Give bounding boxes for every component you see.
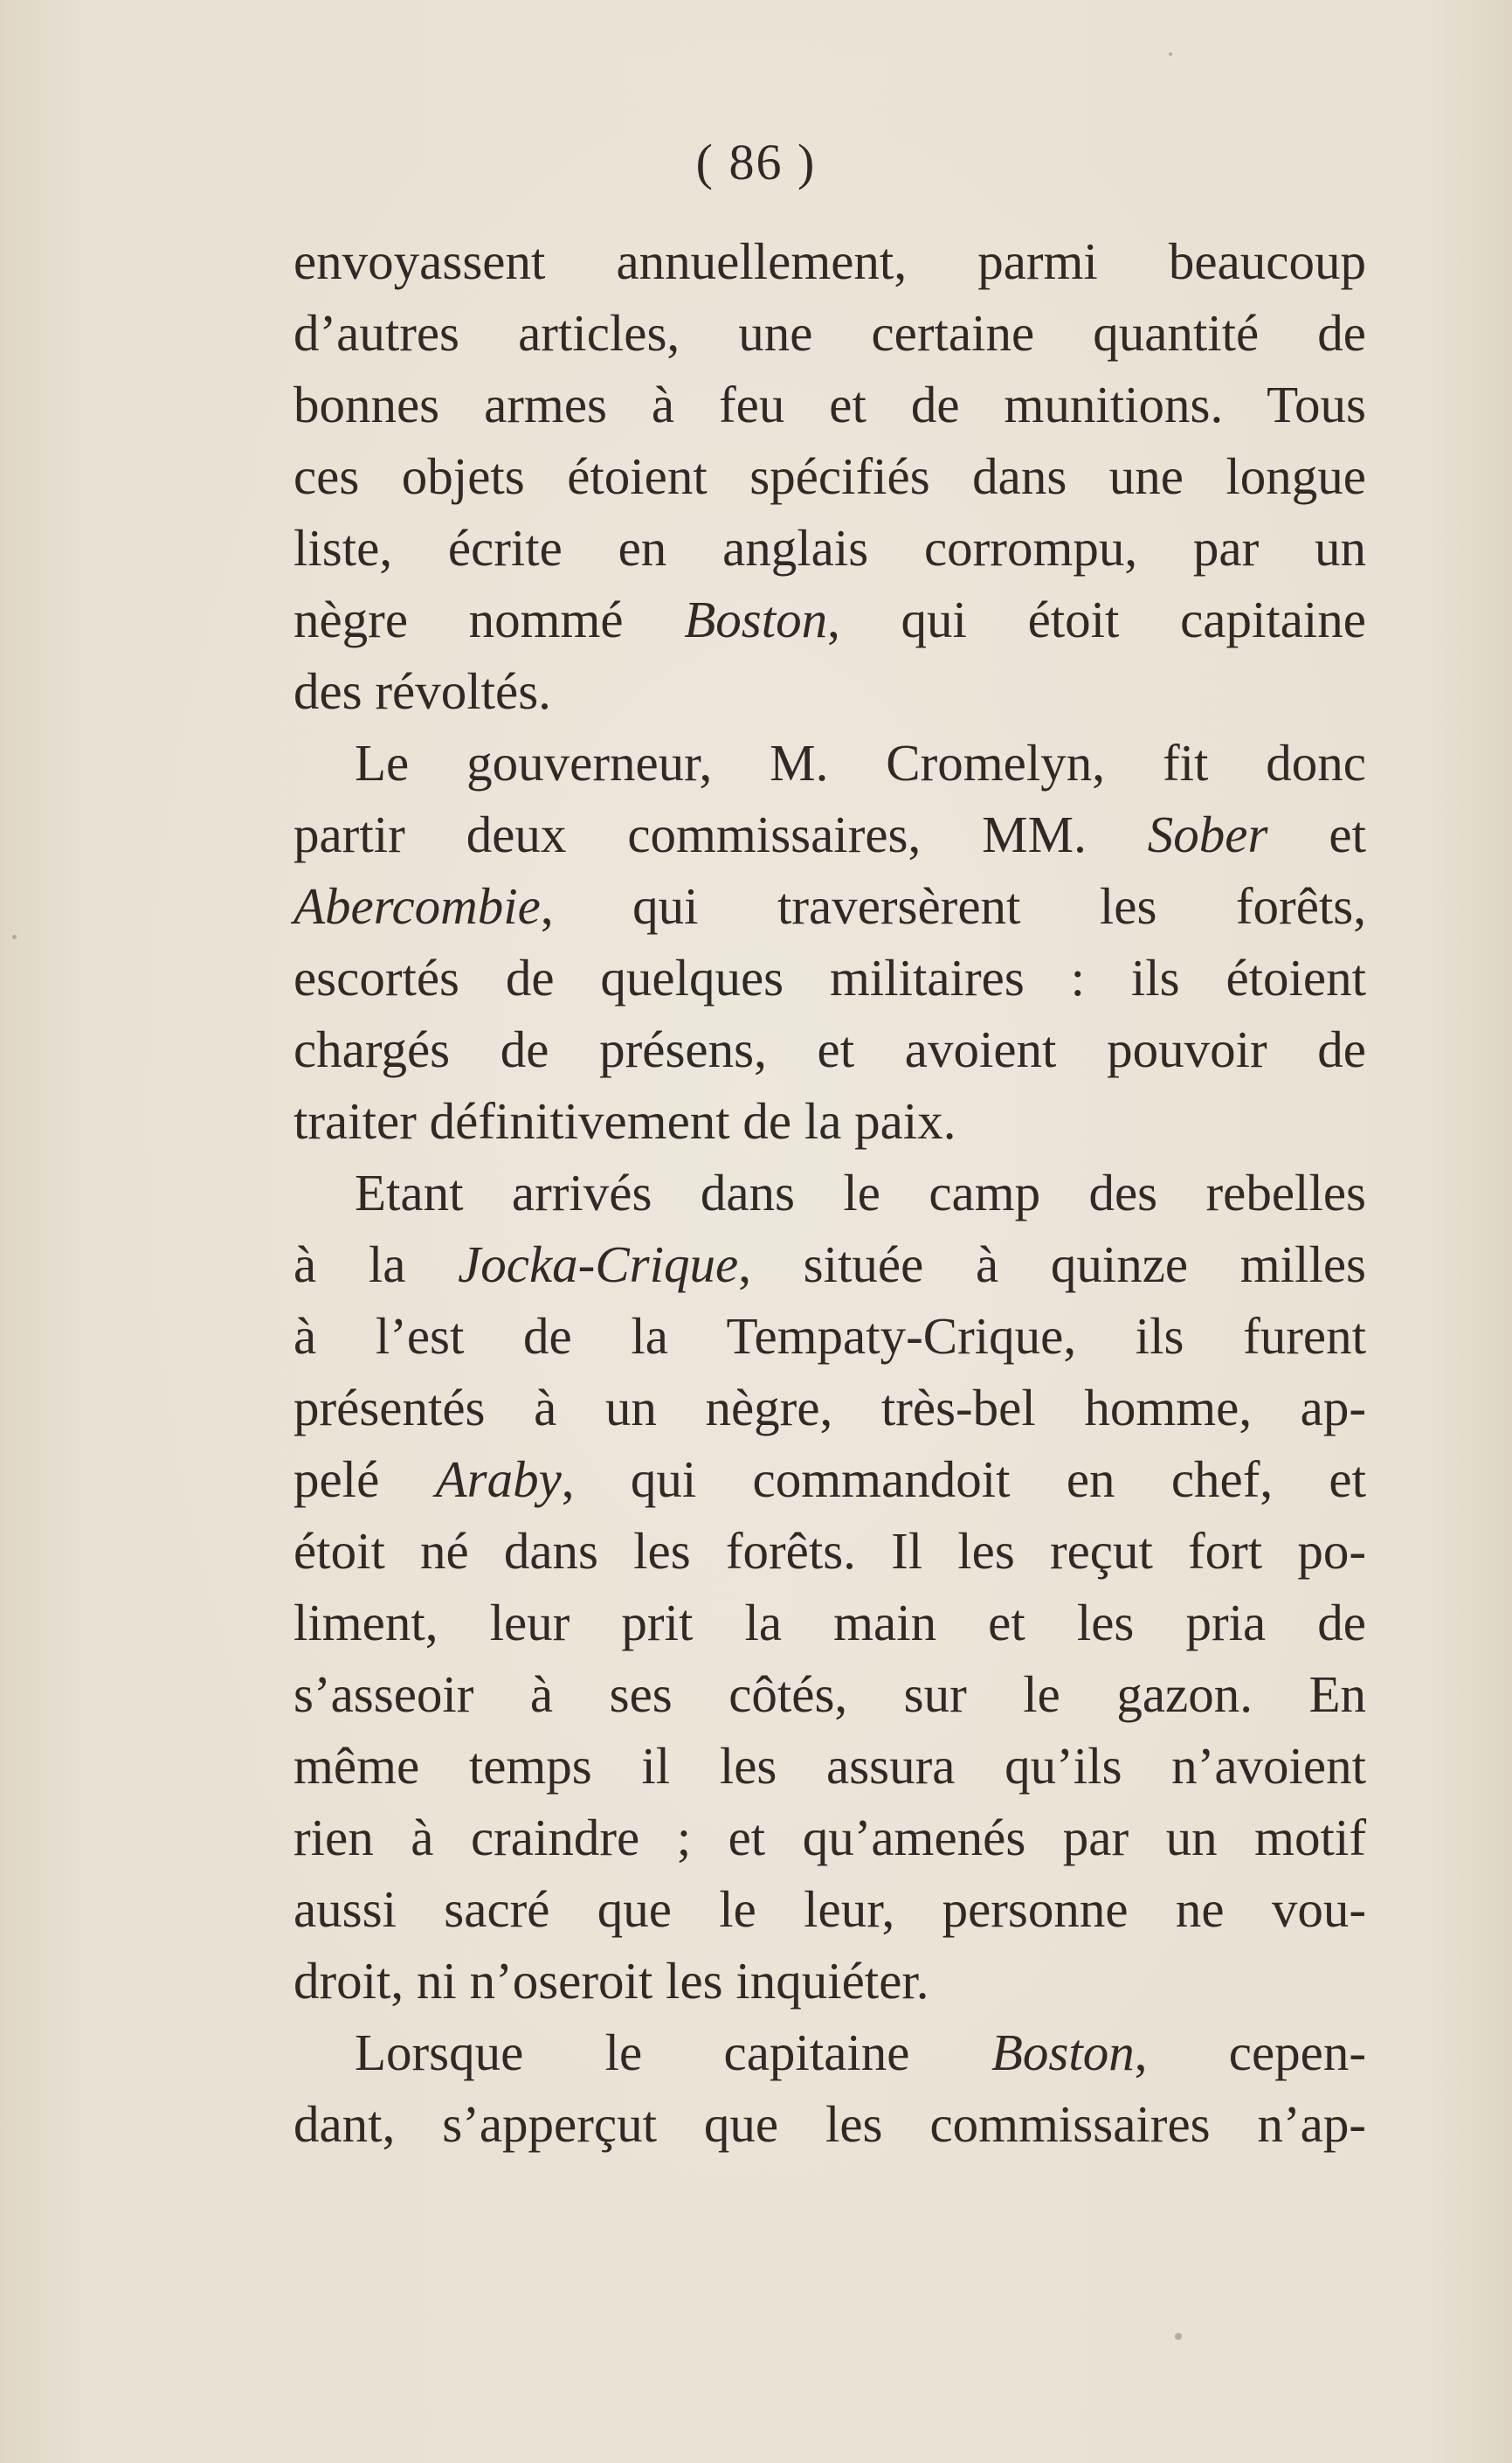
text-line <box>293 870 1366 942</box>
text-line: d’autres articles, une certaine quantité de <box>293 304 1366 362</box>
text-segment: , qui étoit capitaine <box>827 591 1366 648</box>
text-line: Etant arrivés dans le camp des rebelles <box>355 1164 1366 1221</box>
text-segment: , qui traversèrent les forêts, <box>540 877 1366 935</box>
text-line: étoit né dans les forêts. Il les reçut fort po- <box>293 1522 1366 1580</box>
text-line: Le gouverneur, M. Cromelyn, fit donc <box>355 734 1366 792</box>
text-line: des révoltés. <box>293 662 551 720</box>
text-line <box>293 1228 1366 1300</box>
paper-speck <box>1175 2333 1182 2340</box>
text-line: à l’est de la Tempaty-Crique, ils furent <box>293 1307 1366 1365</box>
text-line: s’asseoir à ses côtés, sur le gazon. En <box>293 1665 1366 1723</box>
text-line <box>293 1443 1366 1515</box>
text-line: ces objets étoient spécifiés dans une longue <box>293 447 1366 505</box>
page-number: ( 86 ) <box>695 134 817 190</box>
paper-speck <box>1169 52 1172 56</box>
text-segment: , située à quinze milles <box>738 1235 1366 1293</box>
paper-speck <box>12 935 17 939</box>
text-line: chargés de présens, et avoient pouvoir de <box>293 1020 1366 1078</box>
text-line: liste, écrite en anglais corrompu, par un <box>293 519 1366 577</box>
text-segment: partir deux commissaires, MM. <box>293 806 1148 863</box>
text-segment: à la <box>293 1235 459 1293</box>
text-line: escortés de quelques militaires : ils étoient <box>293 949 1366 1007</box>
italic-name: Abercombie <box>293 877 541 935</box>
text-segment: Lorsque le capitaine <box>355 2024 991 2081</box>
text-line <box>293 2017 1366 2088</box>
text-segment: , cepen- <box>1134 2024 1366 2081</box>
text-line: traiter définitivement de la paix. <box>293 1092 956 1150</box>
text-segment: pelé <box>293 1450 436 1508</box>
text-line: rien à craindre ; et qu’amenés par un motif <box>293 1809 1366 1866</box>
body-text <box>293 225 1366 2160</box>
text-line <box>293 799 1366 870</box>
italic-name: Araby <box>435 1450 562 1508</box>
text-segment: et <box>1267 806 1366 863</box>
text-line: présentés à un nègre, très-bel homme, ap- <box>293 1379 1366 1436</box>
italic-name: Boston <box>684 591 828 648</box>
text-line: droit, ni n’oseroit les inquiéter. <box>293 1952 929 2010</box>
text-line: bonnes armes à feu et de munitions. Tous <box>293 376 1366 433</box>
italic-name: Boston <box>991 2024 1135 2081</box>
text-line: même temps il les assura qu’ils n’avoient <box>293 1737 1366 1795</box>
text-line: envoyassent annuellement, parmi beaucoup <box>293 232 1366 290</box>
text-segment: nègre nommé <box>293 591 685 648</box>
italic-name: Jocka-Crique <box>458 1235 739 1293</box>
text-line <box>293 584 1366 655</box>
text-segment: , qui commandoit en chef, et <box>561 1450 1366 1508</box>
text-line: dant, s’apperçut que les commissaires n’ap- <box>293 2095 1366 2153</box>
text-line: aussi sacré que le leur, personne ne vou- <box>293 1880 1366 1938</box>
text-line: liment, leur prit la main et les pria de <box>293 1594 1366 1651</box>
italic-name: Sober <box>1147 806 1268 863</box>
